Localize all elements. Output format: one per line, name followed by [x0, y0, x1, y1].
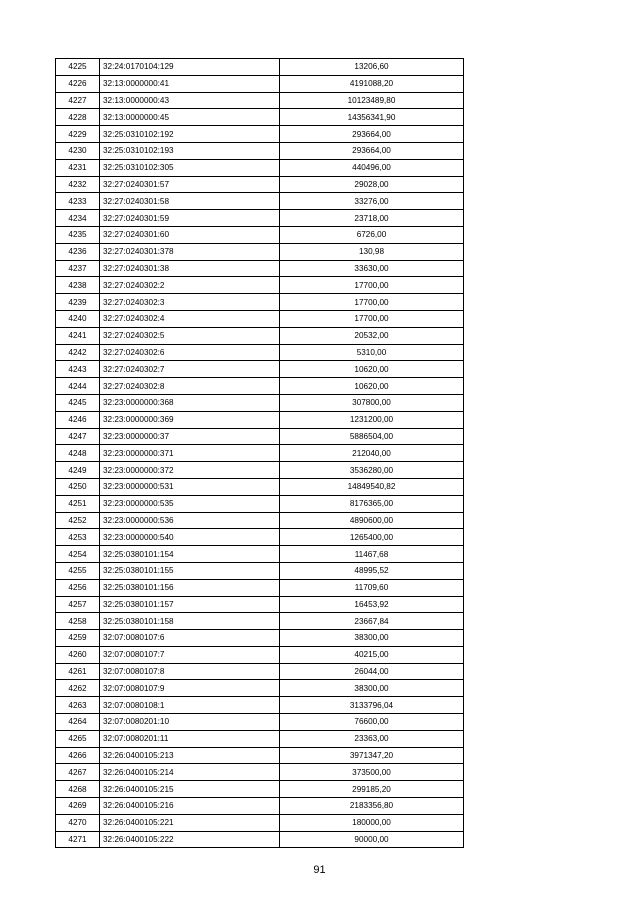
cadastral-number-cell: 32:26:0400105:213	[100, 747, 280, 764]
value-cell: 76600,00	[280, 714, 464, 731]
value-cell: 8176365,00	[280, 495, 464, 512]
table-row	[56, 546, 464, 563]
value-cell: 38300,00	[280, 630, 464, 647]
value-cell: 11467,68	[280, 546, 464, 563]
table-row	[56, 361, 464, 378]
table-row	[56, 663, 464, 680]
cadastral-number-cell: 32:27:0240302:3	[100, 294, 280, 311]
value-cell: 212040,00	[280, 445, 464, 462]
row-number-cell: 4257	[56, 596, 100, 613]
row-number-cell: 4248	[56, 445, 100, 462]
cadastral-number-cell: 32:27:0240302:4	[100, 310, 280, 327]
cadastral-number-cell: 32:27:0240302:7	[100, 361, 280, 378]
table-row	[56, 495, 464, 512]
row-number-cell: 4231	[56, 159, 100, 176]
row-number-cell: 4264	[56, 714, 100, 731]
value-cell: 1231200,00	[280, 411, 464, 428]
row-number-cell: 4269	[56, 798, 100, 815]
value-cell: 307800,00	[280, 394, 464, 411]
row-number-cell: 4225	[56, 59, 100, 76]
cadastral-number-cell: 32:23:0000000:536	[100, 512, 280, 529]
cadastral-number-cell: 32:07:0080108:1	[100, 697, 280, 714]
value-cell: 299185,20	[280, 781, 464, 798]
value-cell: 5886504,00	[280, 428, 464, 445]
cadastral-number-cell: 32:26:0400105:222	[100, 831, 280, 848]
cadastral-number-cell: 32:07:0080107:6	[100, 630, 280, 647]
cadastral-number-cell: 32:25:0310102:305	[100, 159, 280, 176]
row-number-cell: 4229	[56, 126, 100, 143]
row-number-cell: 4246	[56, 411, 100, 428]
value-cell: 33630,00	[280, 260, 464, 277]
cadastral-number-cell: 32:27:0240301:378	[100, 243, 280, 260]
cadastral-number-cell: 32:23:0000000:369	[100, 411, 280, 428]
row-number-cell: 4237	[56, 260, 100, 277]
table-row	[56, 327, 464, 344]
value-cell: 23718,00	[280, 210, 464, 227]
cadastral-number-cell: 32:27:0240301:57	[100, 176, 280, 193]
value-cell: 17700,00	[280, 310, 464, 327]
row-number-cell: 4266	[56, 747, 100, 764]
table-row	[56, 260, 464, 277]
cadastral-number-cell: 32:27:0240301:59	[100, 210, 280, 227]
table-row	[56, 714, 464, 731]
cadastral-number-cell: 32:27:0240301:38	[100, 260, 280, 277]
row-number-cell: 4227	[56, 92, 100, 109]
row-number-cell: 4251	[56, 495, 100, 512]
value-cell: 10123489,80	[280, 92, 464, 109]
table-row	[56, 92, 464, 109]
value-cell: 17700,00	[280, 277, 464, 294]
table-row	[56, 512, 464, 529]
row-number-cell: 4239	[56, 294, 100, 311]
row-number-cell: 4267	[56, 764, 100, 781]
cadastral-number-cell: 32:26:0400105:221	[100, 814, 280, 831]
value-cell: 1265400,00	[280, 529, 464, 546]
row-number-cell: 4261	[56, 663, 100, 680]
cadastral-number-cell: 32:27:0240301:58	[100, 193, 280, 210]
cadastral-number-cell: 32:23:0000000:372	[100, 462, 280, 479]
table-row	[56, 59, 464, 76]
table-row	[56, 596, 464, 613]
row-number-cell: 4252	[56, 512, 100, 529]
cadastral-number-cell: 32:07:0080107:8	[100, 663, 280, 680]
value-cell: 4890600,00	[280, 512, 464, 529]
row-number-cell: 4245	[56, 394, 100, 411]
table-row	[56, 159, 464, 176]
row-number-cell: 4244	[56, 378, 100, 395]
value-cell: 23363,00	[280, 730, 464, 747]
value-cell: 3133796,04	[280, 697, 464, 714]
table-row	[56, 411, 464, 428]
value-cell: 4191088,20	[280, 75, 464, 92]
table-row	[56, 394, 464, 411]
row-number-cell: 4232	[56, 176, 100, 193]
table-row	[56, 579, 464, 596]
table-row	[56, 243, 464, 260]
cadastral-number-cell: 32:07:0080201:11	[100, 730, 280, 747]
row-number-cell: 4233	[56, 193, 100, 210]
row-number-cell: 4268	[56, 781, 100, 798]
value-cell: 26044,00	[280, 663, 464, 680]
row-number-cell: 4228	[56, 109, 100, 126]
row-number-cell: 4226	[56, 75, 100, 92]
row-number-cell: 4250	[56, 478, 100, 495]
table-row	[56, 210, 464, 227]
cadastral-number-cell: 32:13:0000000:41	[100, 75, 280, 92]
row-number-cell: 4255	[56, 562, 100, 579]
row-number-cell: 4271	[56, 831, 100, 848]
table-row	[56, 176, 464, 193]
value-cell: 13206,60	[280, 59, 464, 76]
table-body	[56, 59, 464, 848]
table-row	[56, 630, 464, 647]
value-cell: 23667,84	[280, 613, 464, 630]
table-row	[56, 109, 464, 126]
value-cell: 130,98	[280, 243, 464, 260]
value-cell: 440496,00	[280, 159, 464, 176]
cadastral-table	[55, 58, 464, 848]
row-number-cell: 4230	[56, 142, 100, 159]
cadastral-number-cell: 32:26:0400105:215	[100, 781, 280, 798]
row-number-cell: 4249	[56, 462, 100, 479]
value-cell: 6726,00	[280, 226, 464, 243]
row-number-cell: 4238	[56, 277, 100, 294]
value-cell: 38300,00	[280, 680, 464, 697]
row-number-cell: 4256	[56, 579, 100, 596]
cadastral-number-cell: 32:25:0380101:154	[100, 546, 280, 563]
value-cell: 90000,00	[280, 831, 464, 848]
value-cell: 2183356,80	[280, 798, 464, 815]
table-row	[56, 529, 464, 546]
cadastral-number-cell: 32:26:0400105:214	[100, 764, 280, 781]
value-cell: 180000,00	[280, 814, 464, 831]
cadastral-number-cell: 32:23:0000000:540	[100, 529, 280, 546]
row-number-cell: 4258	[56, 613, 100, 630]
value-cell: 14356341,90	[280, 109, 464, 126]
value-cell: 3971347,20	[280, 747, 464, 764]
table-row	[56, 193, 464, 210]
row-number-cell: 4240	[56, 310, 100, 327]
value-cell: 10620,00	[280, 361, 464, 378]
cadastral-number-cell: 32:25:0380101:155	[100, 562, 280, 579]
row-number-cell: 4236	[56, 243, 100, 260]
table-row	[56, 142, 464, 159]
cadastral-number-cell: 32:07:0080107:7	[100, 646, 280, 663]
table-row	[56, 310, 464, 327]
table-row	[56, 75, 464, 92]
value-cell: 48995,52	[280, 562, 464, 579]
value-cell: 5310,00	[280, 344, 464, 361]
row-number-cell: 4242	[56, 344, 100, 361]
table-row	[56, 445, 464, 462]
cadastral-number-cell: 32:07:0080201:10	[100, 714, 280, 731]
row-number-cell: 4259	[56, 630, 100, 647]
row-number-cell: 4241	[56, 327, 100, 344]
table-row	[56, 831, 464, 848]
table-row	[56, 126, 464, 143]
table-row	[56, 294, 464, 311]
page-number: 91	[313, 864, 326, 876]
row-number-cell: 4247	[56, 428, 100, 445]
table-row	[56, 680, 464, 697]
row-number-cell: 4270	[56, 814, 100, 831]
value-cell: 293664,00	[280, 126, 464, 143]
table-row	[56, 781, 464, 798]
value-cell: 10620,00	[280, 378, 464, 395]
table-row	[56, 562, 464, 579]
cadastral-number-cell: 32:26:0400105:216	[100, 798, 280, 815]
table-row	[56, 798, 464, 815]
row-number-cell: 4262	[56, 680, 100, 697]
value-cell: 20532,00	[280, 327, 464, 344]
value-cell: 293664,00	[280, 142, 464, 159]
cadastral-number-cell: 32:27:0240302:2	[100, 277, 280, 294]
cadastral-number-cell: 32:23:0000000:368	[100, 394, 280, 411]
cadastral-number-cell: 32:23:0000000:371	[100, 445, 280, 462]
cadastral-number-cell: 32:27:0240301:60	[100, 226, 280, 243]
cadastral-number-cell: 32:24:0170104:129	[100, 59, 280, 76]
value-cell: 33276,00	[280, 193, 464, 210]
value-cell: 14849540,82	[280, 478, 464, 495]
table-row	[56, 697, 464, 714]
row-number-cell: 4234	[56, 210, 100, 227]
value-cell: 3536280,00	[280, 462, 464, 479]
row-number-cell: 4253	[56, 529, 100, 546]
table-row	[56, 277, 464, 294]
cadastral-number-cell: 32:25:0380101:156	[100, 579, 280, 596]
table-row	[56, 613, 464, 630]
table-row	[56, 428, 464, 445]
table-row	[56, 814, 464, 831]
cadastral-number-cell: 32:27:0240302:6	[100, 344, 280, 361]
cadastral-number-cell: 32:27:0240302:5	[100, 327, 280, 344]
value-cell: 40215,00	[280, 646, 464, 663]
cadastral-number-cell: 32:13:0000000:43	[100, 92, 280, 109]
cadastral-number-cell: 32:23:0000000:37	[100, 428, 280, 445]
cadastral-number-cell: 32:25:0380101:158	[100, 613, 280, 630]
table-row	[56, 764, 464, 781]
cadastral-number-cell: 32:13:0000000:45	[100, 109, 280, 126]
cadastral-number-cell: 32:25:0310102:192	[100, 126, 280, 143]
cadastral-number-cell: 32:27:0240302:8	[100, 378, 280, 395]
table-row	[56, 378, 464, 395]
table-row	[56, 747, 464, 764]
value-cell: 16453,92	[280, 596, 464, 613]
row-number-cell: 4235	[56, 226, 100, 243]
table-row	[56, 226, 464, 243]
value-cell: 373500,00	[280, 764, 464, 781]
cadastral-number-cell: 32:25:0380101:157	[100, 596, 280, 613]
table-row	[56, 730, 464, 747]
row-number-cell: 4263	[56, 697, 100, 714]
cadastral-number-cell: 32:23:0000000:531	[100, 478, 280, 495]
table-row	[56, 478, 464, 495]
value-cell: 17700,00	[280, 294, 464, 311]
table-row	[56, 344, 464, 361]
row-number-cell: 4243	[56, 361, 100, 378]
row-number-cell: 4254	[56, 546, 100, 563]
row-number-cell: 4260	[56, 646, 100, 663]
cadastral-number-cell: 32:23:0000000:535	[100, 495, 280, 512]
value-cell: 11709,60	[280, 579, 464, 596]
cadastral-number-cell: 32:07:0080107:9	[100, 680, 280, 697]
table-row	[56, 462, 464, 479]
table-row	[56, 646, 464, 663]
row-number-cell: 4265	[56, 730, 100, 747]
value-cell: 29028,00	[280, 176, 464, 193]
cadastral-number-cell: 32:25:0310102:193	[100, 142, 280, 159]
